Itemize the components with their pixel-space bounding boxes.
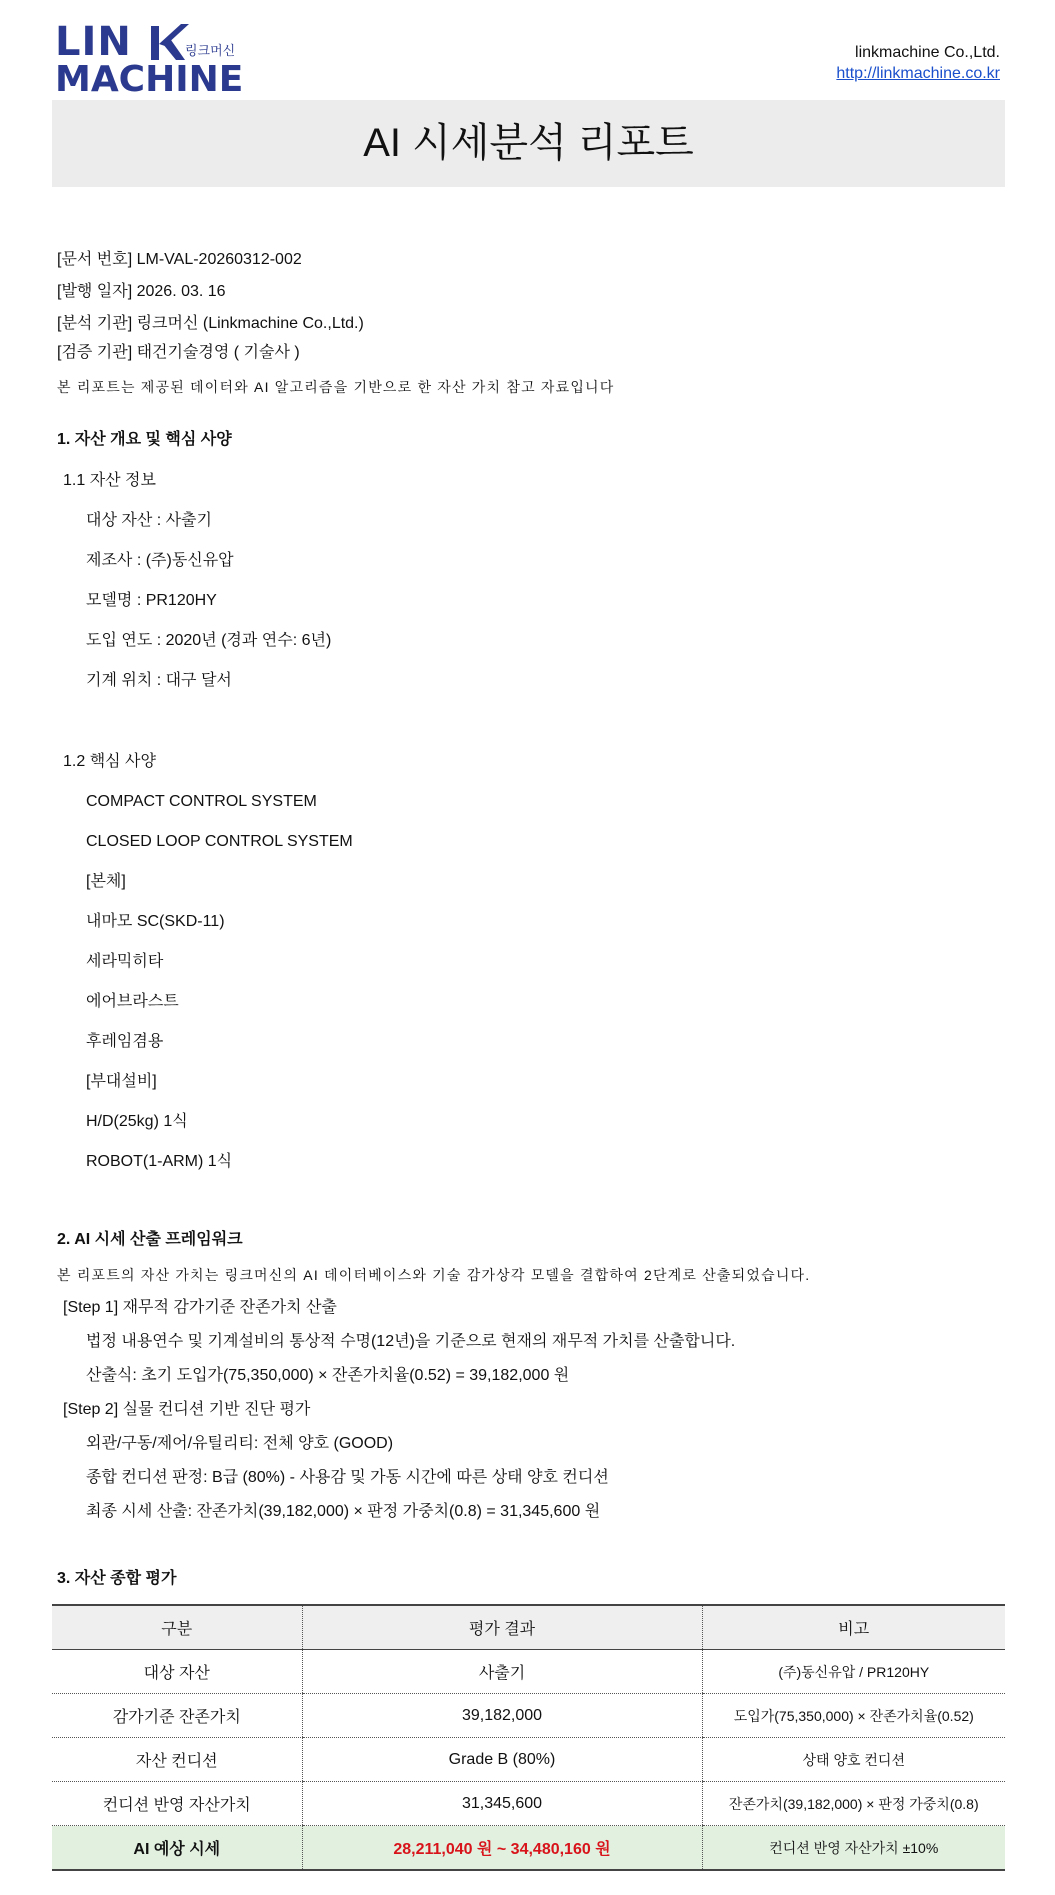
final-note: 컨디션 반영 자산가치 ±10% <box>702 1826 1005 1871</box>
row-result: 사출기 <box>302 1650 702 1694</box>
section3-heading: 3. 자산 종합 평가 <box>57 1570 177 1587</box>
table-row <box>52 1650 1005 1694</box>
final-estimate-row <box>52 1826 1005 1871</box>
spec-item: 후레임겸용 <box>86 1033 164 1050</box>
asset-info-item: 모델명 : PR120HY <box>86 592 217 609</box>
spec-item: 내마모 SC(SKD-11) <box>86 913 225 930</box>
spec-item: COMPACT CONTROL SYSTEM <box>86 793 317 810</box>
verification-agency: [검증 기관] 태건기술경영 ( 기술사 ) <box>57 344 300 361</box>
summary-table <box>52 1604 1005 1871</box>
section1-2-heading: 1.2 핵심 사양 <box>63 753 156 770</box>
company-url-link[interactable]: http://linkmachine.co.kr <box>836 65 1000 82</box>
table-row <box>52 1782 1005 1826</box>
table-row <box>52 1738 1005 1782</box>
asset-info-item: 기계 위치 : 대구 달서 <box>86 672 232 689</box>
logo-k-mark-icon <box>149 24 189 62</box>
step2-line: 종합 컨디션 판정: B급 (80%) - 사용감 및 가동 시간에 따른 상태 양호 컨디션 <box>86 1469 609 1486</box>
spec-item: 세라믹히타 <box>86 953 164 970</box>
step1-line: 법정 내용연수 및 기계설비의 통상적 수명(12년)을 기준으로 현재의 재무적 가치를 산출합니다. <box>86 1333 736 1350</box>
company-name: linkmachine Co.,Ltd. <box>855 44 1000 61</box>
section1-1-heading: 1.1 자산 정보 <box>63 472 156 489</box>
row-note: 상태 양호 컨디션 <box>702 1738 1005 1782</box>
issue-date: [발행 일자] 2026. 03. 16 <box>57 283 226 300</box>
step1-formula: 산출식: 초기 도입가(75,350,000) × 잔존가치율(0.52) = 39,182,000 원 <box>86 1367 570 1384</box>
column-header: 비고 <box>702 1605 1005 1650</box>
table-row <box>52 1694 1005 1738</box>
row-label: 감가기준 잔존가치 <box>52 1694 302 1738</box>
step1-heading: [Step 1] 재무적 감가기준 잔존가치 산출 <box>63 1299 337 1316</box>
column-header: 구분 <box>52 1605 302 1650</box>
step2-formula: 최종 시세 산출: 잔존가치(39,182,000) × 판정 가중치(0.8) = 31,345,600 원 <box>86 1503 601 1520</box>
spec-item: 에어브라스트 <box>86 993 179 1010</box>
column-header: 평가 결과 <box>302 1605 702 1650</box>
row-note: 잔존가치(39,182,000) × 판정 가중치(0.8) <box>702 1782 1005 1826</box>
company-info <box>836 42 1000 84</box>
spec-item: CLOSED LOOP CONTROL SYSTEM <box>86 833 353 850</box>
asset-info-item: 도입 연도 : 2020년 (경과 연수: 6년) <box>86 632 332 649</box>
logo-korean-text: 링크머신 <box>185 43 236 58</box>
analysis-agency: [분석 기관] 링크머신 (Linkmachine Co.,Ltd.) <box>57 315 364 332</box>
company-logo <box>55 19 255 100</box>
page-title: AI 시세분석 리포트 <box>363 121 694 165</box>
row-label: 대상 자산 <box>52 1650 302 1694</box>
spec-item: H/D(25kg) 1식 <box>86 1113 188 1130</box>
logo-text-machine: MACHINE <box>55 59 244 100</box>
final-label: AI 예상 시세 <box>52 1826 302 1871</box>
spec-item: [부대설비] <box>86 1073 157 1090</box>
disclaimer: 본 리포트는 제공된 데이터와 AI 알고리즘을 기반으로 한 자산 가치 참고 자료입니다 <box>57 379 615 395</box>
row-note: 도입가(75,350,000) × 잔존가치율(0.52) <box>702 1694 1005 1738</box>
section2-heading: 2. AI 시세 산출 프레임워크 <box>57 1231 243 1248</box>
title-banner <box>52 100 1005 187</box>
asset-info-item: 대상 자산 : 사출기 <box>86 512 212 529</box>
row-result: 39,182,000 <box>302 1694 702 1738</box>
asset-info-item: 제조사 : (주)동신유압 <box>86 552 234 569</box>
final-price-range: 28,211,040 원 ~ 34,480,160 원 <box>302 1826 702 1871</box>
logo-text-lin: LIN <box>55 19 132 65</box>
step2-line: 외관/구동/제어/유틸리티: 전체 양호 (GOOD) <box>86 1435 394 1452</box>
spec-item: ROBOT(1-ARM) 1식 <box>86 1153 233 1170</box>
row-label: 자산 컨디션 <box>52 1738 302 1782</box>
table-header-row <box>52 1605 1005 1650</box>
section2-intro: 본 리포트의 자산 가치는 링크머신의 AI 데이터베이스와 기술 감가상각 모델을 결합하여 2단계로 산출되었습니다. <box>57 1267 811 1283</box>
row-note: (주)동신유압 / PR120HY <box>702 1650 1005 1694</box>
step2-heading: [Step 2] 실물 컨디션 기반 진단 평가 <box>63 1401 311 1418</box>
spec-item: [본체] <box>86 873 126 890</box>
doc-number: [문서 번호] LM-VAL-20260312-002 <box>57 251 302 268</box>
section1-heading: 1. 자산 개요 및 핵심 사양 <box>57 431 232 448</box>
row-result: 31,345,600 <box>302 1782 702 1826</box>
row-result: Grade B (80%) <box>302 1738 702 1782</box>
row-label: 컨디션 반영 자산가치 <box>52 1782 302 1826</box>
